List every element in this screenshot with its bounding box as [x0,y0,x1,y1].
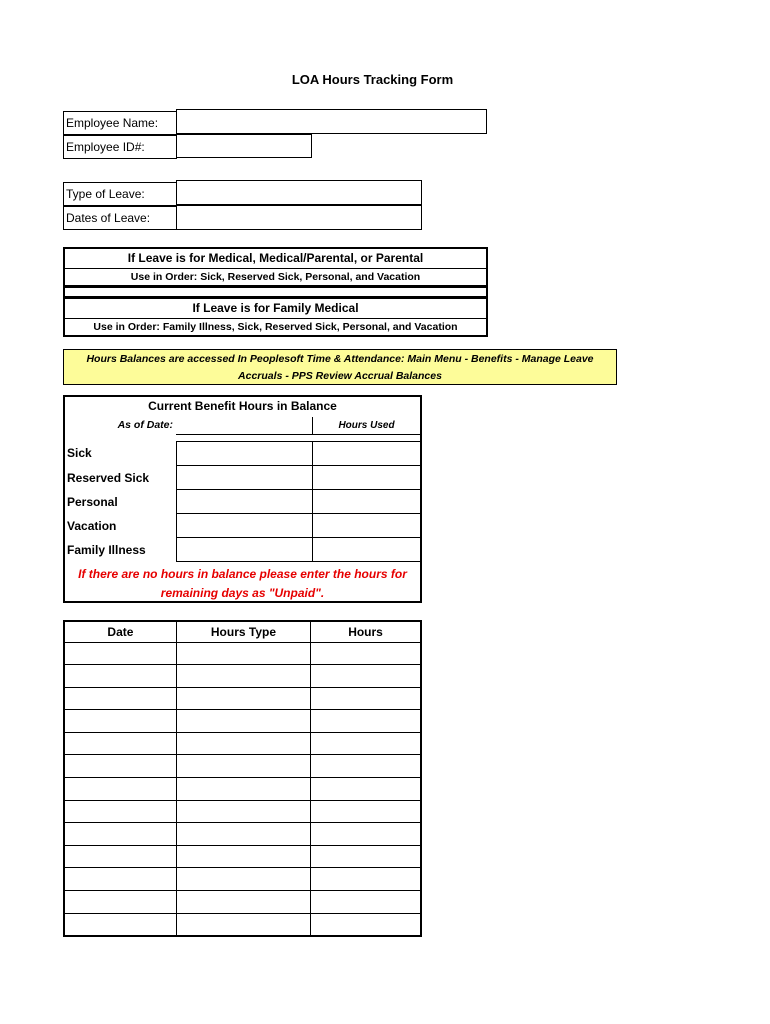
hours-type-cell[interactable] [176,665,310,688]
hours-cell[interactable] [311,823,421,846]
date-cell[interactable] [64,778,176,801]
employee-name-field[interactable] [176,109,487,134]
hours-type-cell[interactable] [176,778,310,801]
hours-cell[interactable] [311,732,421,755]
table-row [64,732,421,755]
employee-id-field[interactable] [176,134,312,158]
leave-type-field[interactable] [176,180,422,205]
column-header-date: Date [64,621,176,642]
balance-row-sick-hours[interactable] [176,441,313,466]
date-cell[interactable] [64,687,176,710]
hours-used-label: Hours Used [338,420,395,431]
date-cell[interactable] [64,823,176,846]
date-cell[interactable] [64,800,176,823]
note-line-2: Accruals - PPS Review Accrual Balances [238,370,442,382]
balance-row-vacation-hours[interactable] [176,513,313,538]
table-row [64,823,421,846]
balance-row-personal-hours[interactable] [176,489,313,514]
balance-row-family-illness-label: Family Illness [67,543,146,557]
hours-cell[interactable] [311,845,421,868]
hours-type-cell[interactable] [176,891,310,914]
as-of-date-field[interactable] [176,434,312,435]
date-cell[interactable] [64,732,176,755]
hours-type-cell[interactable] [176,755,310,778]
date-cell[interactable] [64,755,176,778]
leave-dates-label: Dates of Leave: [63,206,177,230]
balance-row-personal-used[interactable] [312,489,421,514]
employee-name-label: Employee Name: [63,111,177,135]
table-row [64,755,421,778]
balance-row-reserved-sick-hours[interactable] [176,465,313,490]
table-row [64,687,421,710]
family-leave-order: Use in Order: Family Illness, Sick, Reserved Sick, Personal, and Vacation [93,321,458,333]
family-leave-order-box [63,297,488,337]
unpaid-warning-line-2: remaining days as "Unpaid". [160,586,325,600]
hours-type-cell[interactable] [176,845,310,868]
hours-type-cell[interactable] [176,642,310,665]
date-cell[interactable] [64,665,176,688]
form-title: LOA Hours Tracking Form [291,72,454,87]
hours-cell[interactable] [311,891,421,914]
hours-cell[interactable] [311,710,421,733]
date-cell[interactable] [64,913,176,936]
date-cell[interactable] [64,891,176,914]
as-of-date-label: As of Date: [117,419,173,431]
balance-row-family-illness-used[interactable] [312,537,421,562]
table-row [64,913,421,936]
balance-row-family-illness-hours[interactable] [176,537,313,562]
balance-row-sick-label: Sick [67,446,92,460]
unpaid-warning-line-1: If there are no hours in balance please enter the hours for [78,567,407,581]
hours-type-cell[interactable] [176,710,310,733]
column-header-hours-type: Hours Type [176,621,310,642]
date-cell[interactable] [64,642,176,665]
balance-row-vacation-label: Vacation [67,519,117,533]
hours-type-cell[interactable] [176,868,310,891]
table-row [64,845,421,868]
column-header-hours: Hours [311,621,421,642]
hours-cell[interactable] [311,868,421,891]
medical-leave-order-box [63,247,488,287]
table-row [64,665,421,688]
hours-type-cell[interactable] [176,913,310,936]
hours-type-cell[interactable] [176,823,310,846]
hours-used-underline [313,434,420,435]
balance-access-note [63,349,617,385]
table-row [64,868,421,891]
date-cell[interactable] [64,845,176,868]
table-row [64,710,421,733]
hours-log-header-row [64,621,421,642]
unpaid-warning [65,565,420,603]
hours-type-cell[interactable] [176,732,310,755]
medical-leave-order: Use in Order: Sick, Reserved Sick, Personal, and Vacation [130,271,421,283]
balance-row-vacation-used[interactable] [312,513,421,538]
hours-cell[interactable] [311,913,421,936]
order-box-separator [63,287,488,297]
date-cell[interactable] [64,868,176,891]
hours-cell[interactable] [311,778,421,801]
hours-cell[interactable] [311,665,421,688]
table-row [64,800,421,823]
hours-log-table [63,620,422,937]
employee-id-label: Employee ID#: [63,135,177,159]
hours-cell[interactable] [311,687,421,710]
medical-leave-heading: If Leave is for Medical, Medical/Parental, or Parental [65,249,486,269]
family-leave-heading: If Leave is for Family Medical [65,299,486,319]
hours-cell[interactable] [311,642,421,665]
table-row [64,642,421,665]
note-line-1: Hours Balances are accessed In Peoplesoft Time & Attendance: Main Menu - Benefits - Manage Leave [86,353,594,365]
date-cell[interactable] [64,710,176,733]
hours-type-cell[interactable] [176,800,310,823]
leave-type-label: Type of Leave: [63,182,177,206]
hours-cell[interactable] [311,755,421,778]
balance-row-personal-label: Personal [67,495,118,509]
leave-dates-field[interactable] [176,205,422,230]
balance-title: Current Benefit Hours in Balance [148,399,337,413]
balance-row-sick-used[interactable] [312,441,421,466]
table-row [64,778,421,801]
balance-row-reserved-sick-used[interactable] [312,465,421,490]
hours-type-cell[interactable] [176,687,310,710]
balance-row-reserved-sick-label: Reserved Sick [67,471,150,485]
table-row [64,891,421,914]
hours-cell[interactable] [311,800,421,823]
